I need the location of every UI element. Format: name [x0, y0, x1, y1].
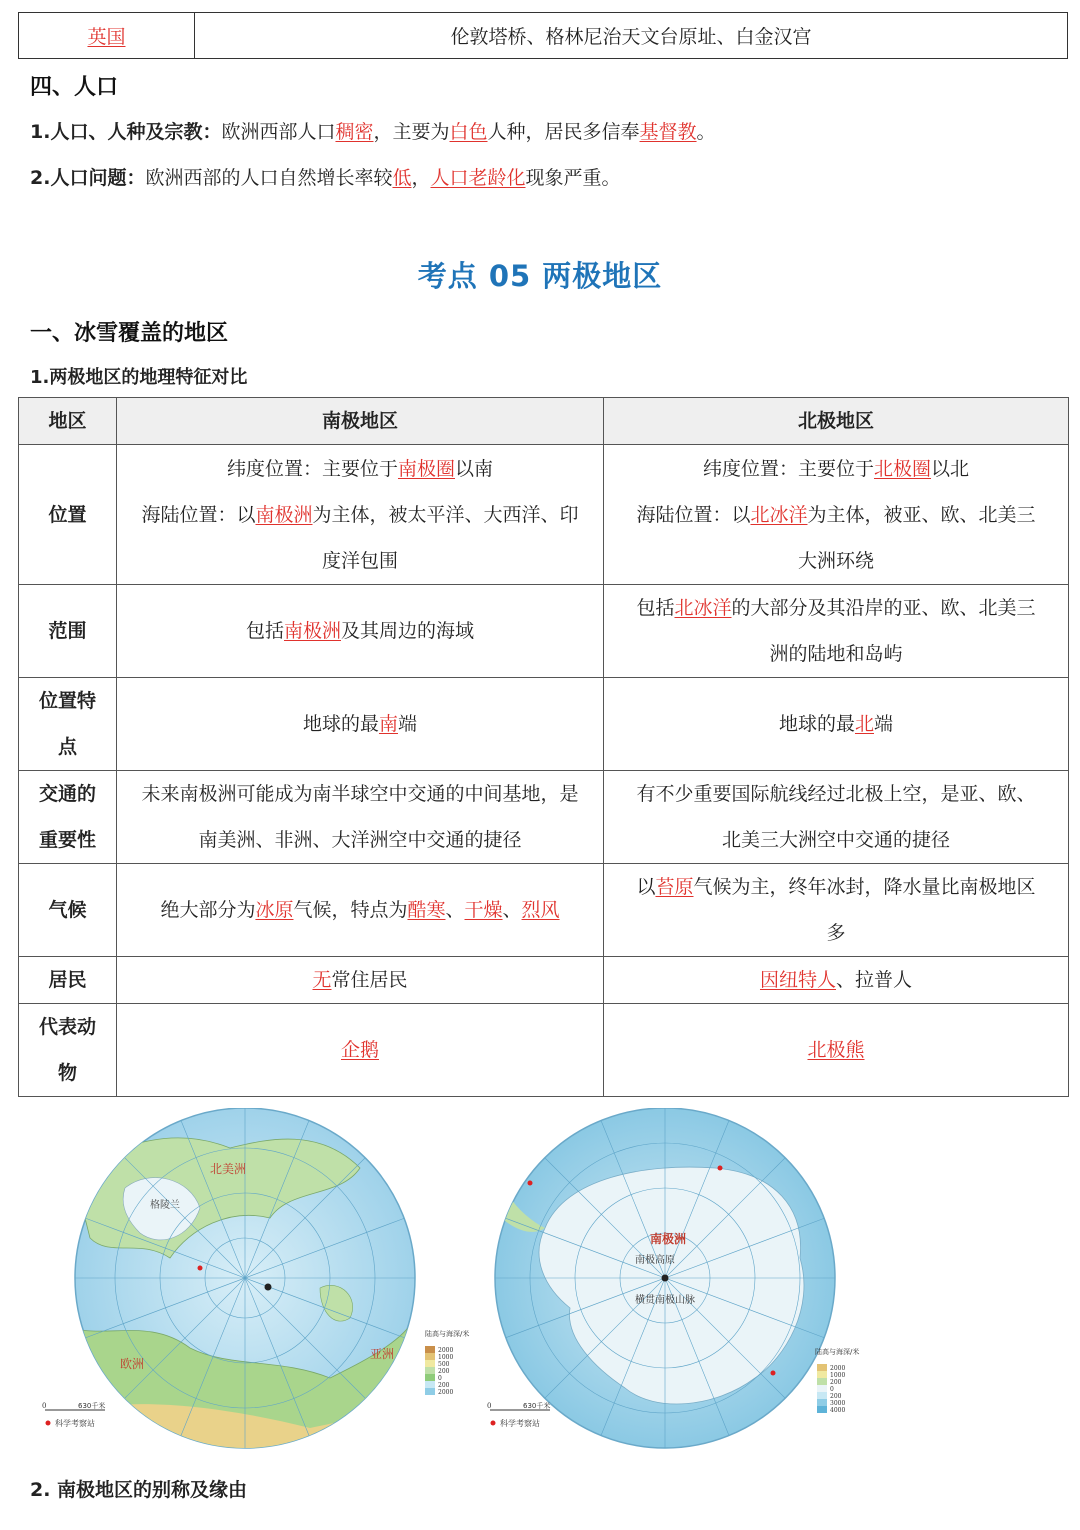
text: 、拉普人 [836, 969, 913, 991]
row-label: 位置 [19, 445, 117, 585]
section1-subheading: 1.两极地区的地理特征对比 [30, 367, 248, 388]
key-term: 酷寒 [407, 899, 446, 921]
key-term: 人口老龄化 [430, 167, 526, 189]
scale-label: 630千米 [523, 1402, 551, 1410]
table-row [19, 13, 1068, 59]
map-label: 南极高原 [635, 1255, 675, 1266]
key-term: 基督教 [639, 121, 697, 143]
legend-value: 200 [830, 1379, 842, 1386]
text: 、 [445, 899, 465, 921]
label-line: 代表动 [38, 1016, 96, 1038]
key-term: 白色 [449, 121, 488, 143]
map-legend [425, 1329, 469, 1396]
text: 以南 [455, 457, 494, 480]
key-term: 无 [312, 969, 332, 991]
text: 气候，特点为 [293, 899, 408, 921]
arctic-location [604, 445, 1069, 585]
map-label: 北美洲 [210, 1162, 247, 1176]
row-label: 气候 [19, 864, 117, 957]
text: 以 [636, 876, 656, 898]
text: 包括 [245, 620, 284, 642]
text: 欧洲西部的人口自然增长率较 [145, 167, 393, 189]
legend-value: 200 [830, 1393, 842, 1400]
label-line: 位置特 [38, 690, 96, 712]
key-term: 冰原 [255, 899, 294, 921]
row-label [19, 1004, 117, 1097]
key-term: 北 [854, 713, 874, 735]
text: 的大部分及其沿岸的亚、欧、北美三 [731, 597, 1036, 619]
text: 为主体，被亚、欧、北美三 [807, 503, 1036, 526]
population-heading: 四、人口 [30, 75, 119, 100]
south-pole-station [662, 1275, 669, 1282]
map-label: 欧洲 [120, 1357, 145, 1371]
station-marker [718, 1166, 723, 1171]
map-legend [815, 1347, 859, 1414]
map-label: 南极洲 [650, 1232, 687, 1246]
station-marker [771, 1371, 776, 1376]
key-term: 北极熊 [807, 1039, 865, 1061]
key-term: 低 [392, 167, 412, 189]
legend-title: 陆高与海深/米 [815, 1348, 860, 1356]
key-term: 因纽特人 [759, 969, 836, 991]
legend-value: 500 [438, 1361, 450, 1368]
station-legend-dot [491, 1421, 496, 1426]
label-line: 物 [57, 1062, 77, 1084]
legend-value: 1000 [438, 1354, 454, 1361]
text: 及其周边的海域 [341, 620, 475, 642]
text: 北美三大洲空中交通的捷径 [721, 829, 950, 851]
north-pole-station [265, 1284, 272, 1291]
station-marker [528, 1181, 533, 1186]
key-term: 南极洲 [255, 503, 313, 526]
antarctic-residents [117, 957, 604, 1004]
graticule [75, 1108, 415, 1448]
text: 为主体，被太平洋、大西洋、印 [312, 503, 579, 526]
item-label: 2.人口问题： [30, 167, 146, 189]
text: 大洲环绕 [797, 549, 874, 572]
text: 纬度位置：主要位于 [702, 457, 874, 480]
arctic-animal [604, 1004, 1069, 1097]
legend-value: 200 [438, 1368, 450, 1375]
header-region: 地区 [19, 398, 117, 445]
key-term: 北冰洋 [674, 597, 732, 619]
top-table [18, 12, 1068, 59]
arctic-climate [604, 864, 1069, 957]
map-label: 格陵兰 [150, 1200, 180, 1211]
table-header-row [19, 398, 1069, 445]
text: ，主要为 [373, 121, 450, 143]
table-row-feature [19, 678, 1069, 771]
label-line: 重要性 [38, 829, 96, 851]
text: 洲的陆地和岛屿 [769, 643, 903, 665]
text: 纬度位置：主要位于 [226, 457, 398, 480]
antarctic-map [485, 1108, 905, 1458]
country-name: 英国 [87, 26, 126, 48]
scale-label: 630千米 [78, 1402, 106, 1410]
key-term: 烈风 [521, 899, 560, 921]
text: 海陆位置：以 [636, 503, 751, 526]
sites-cell: 伦敦塔桥、格林尼治天文台原址、白金汉宫 [195, 13, 1068, 59]
arctic-map [30, 1108, 475, 1458]
text: 绝大部分为 [160, 899, 256, 921]
scale-zero: 0 [42, 1402, 47, 1410]
text: 、 [502, 899, 522, 921]
key-term: 企鹅 [340, 1039, 379, 1061]
label-line: 点 [57, 736, 77, 758]
section1-heading: 一、冰雪覆盖的地区 [30, 321, 229, 346]
legend-value: 0 [438, 1375, 442, 1382]
text: 地球的最 [302, 713, 379, 735]
text: 端 [398, 713, 418, 735]
text: 度洋包围 [321, 549, 398, 572]
text: 现象严重。 [525, 167, 621, 189]
population-item-2 [30, 163, 621, 190]
legend-title: 陆高与海深/米 [425, 1330, 470, 1338]
arctic-residents [604, 957, 1069, 1004]
text: 南美洲、非洲、大洋洲空中交通的捷径 [198, 829, 522, 851]
text: 欧洲西部人口 [221, 121, 336, 143]
row-label: 范围 [19, 585, 117, 678]
text: 人种，居民多信奉 [487, 121, 640, 143]
antarctic-range [117, 585, 604, 678]
text: 地球的最 [778, 713, 855, 735]
label-line: 交通的 [38, 783, 96, 805]
scale-zero: 0 [487, 1402, 492, 1410]
population-item-1 [30, 117, 716, 144]
map-label: 亚洲 [370, 1347, 395, 1361]
legend-value: 4000 [830, 1407, 846, 1414]
table-row-animal [19, 1004, 1069, 1097]
antarctic-location [117, 445, 604, 585]
text: 海陆位置：以 [141, 503, 256, 526]
legend-value: 3000 [830, 1400, 846, 1407]
arctic-range [604, 585, 1069, 678]
legend-value: 200 [438, 1382, 450, 1389]
arctic-traffic [604, 771, 1069, 864]
text: 多 [826, 922, 846, 944]
key-term: 苔原 [655, 876, 694, 898]
antarctic-feature [117, 678, 604, 771]
table-row-traffic [19, 771, 1069, 864]
key-term: 干燥 [464, 899, 503, 921]
arctic-feature [604, 678, 1069, 771]
legend-value: 2000 [438, 1389, 454, 1396]
text: 常住居民 [331, 969, 408, 991]
text: 以北 [931, 457, 970, 480]
comparison-table [18, 397, 1069, 1097]
page-title: 考点 05 两极地区 [417, 259, 663, 293]
legend-value: 1000 [830, 1372, 846, 1379]
legend-value: 2000 [830, 1365, 846, 1372]
text: 。 [696, 121, 716, 143]
key-term: 北极圈 [873, 457, 931, 480]
text: 未来南极洲可能成为南半球空中交通的中间基地，是 [141, 783, 579, 805]
key-term: 南极洲 [283, 620, 341, 642]
text: 包括 [636, 597, 675, 619]
country-cell [19, 13, 195, 59]
station-marker [198, 1266, 203, 1271]
antarctic-traffic [117, 771, 604, 864]
station-legend-label: 科学考察站 [55, 1419, 95, 1428]
legend-value: 2000 [438, 1347, 454, 1354]
key-term: 南极圈 [397, 457, 455, 480]
station-legend-label: 科学考察站 [500, 1419, 540, 1428]
text: ， [411, 167, 431, 189]
header-antarctic: 南极地区 [117, 398, 604, 445]
station-legend-dot [46, 1421, 51, 1426]
legend-value: 0 [830, 1386, 834, 1393]
table-row-climate [19, 864, 1069, 957]
row-label: 居民 [19, 957, 117, 1004]
section2-heading: 2. 南极地区的别称及缘由 [30, 1479, 248, 1501]
text: 有不少重要国际航线经过北极上空，是亚、欧、 [636, 783, 1036, 805]
antarctic-animal [117, 1004, 604, 1097]
table-row-location [19, 445, 1069, 585]
key-term: 北冰洋 [750, 503, 808, 526]
header-arctic: 北极地区 [604, 398, 1069, 445]
row-label [19, 771, 117, 864]
key-term: 南 [378, 713, 398, 735]
table-row-residents [19, 957, 1069, 1004]
text: 端 [874, 713, 894, 735]
map-label: 横贯南极山脉 [635, 1295, 695, 1306]
row-label [19, 678, 117, 771]
text: 气候为主，终年冰封，降水量比南极地区 [693, 876, 1036, 898]
key-term: 稠密 [335, 121, 374, 143]
item-label: 1.人口、人种及宗教： [30, 121, 222, 143]
table-row-range [19, 585, 1069, 678]
antarctic-climate [117, 864, 604, 957]
